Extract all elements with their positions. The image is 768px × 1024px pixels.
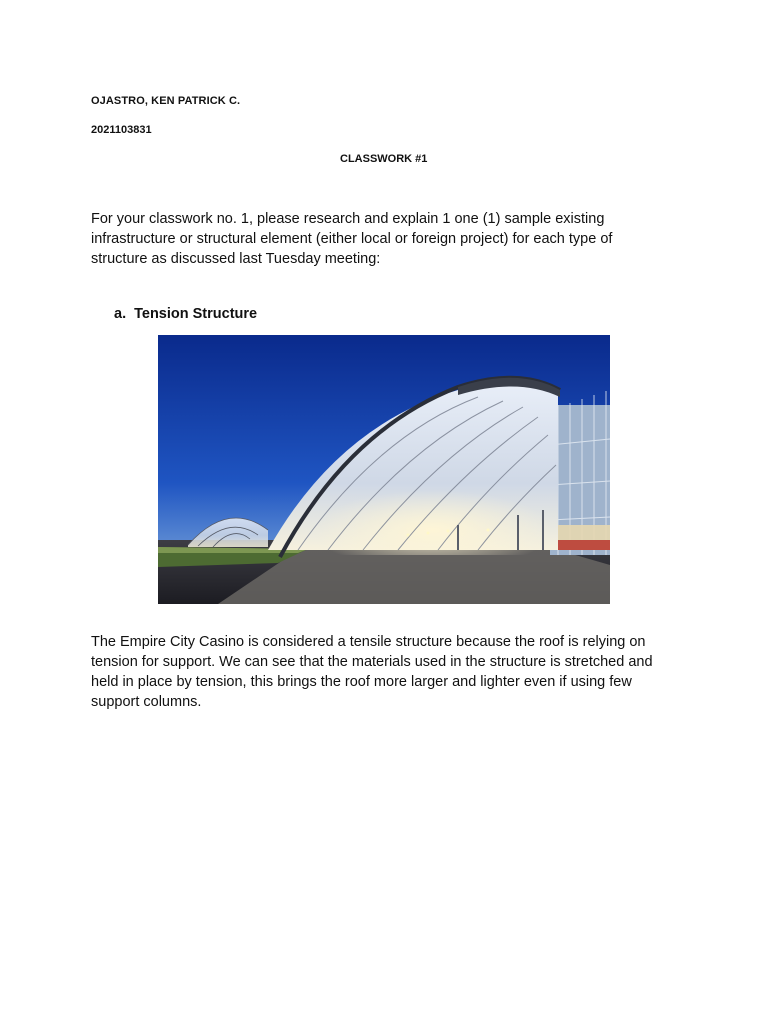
student-id: 2021103831 — [91, 124, 152, 136]
tension-structure-photo — [158, 335, 610, 604]
classwork-title: CLASSWORK #1 — [340, 153, 428, 165]
canopy-building-image — [158, 335, 610, 604]
section-a-title: Tension Structure — [134, 306, 258, 322]
section-a-heading — [114, 306, 257, 322]
instructions-paragraph: For your classwork no. 1, please research and explain 1 one (1) sample existing infrastructure or structural element (either local or foreign project) for each type of structure as discussed last Tuesday meeting: — [91, 211, 613, 267]
section-a-marker: a. — [114, 306, 127, 322]
student-name: OJASTRO, KEN PATRICK C. — [91, 95, 241, 107]
section-a-explanation: The Empire City Casino is considered a tensile structure because the roof is relying on tension for support. We can see that the materials used in the structure is stretched and held in place by tension, this brings the roof more larger and lighter even if using few support columns. — [91, 634, 653, 710]
